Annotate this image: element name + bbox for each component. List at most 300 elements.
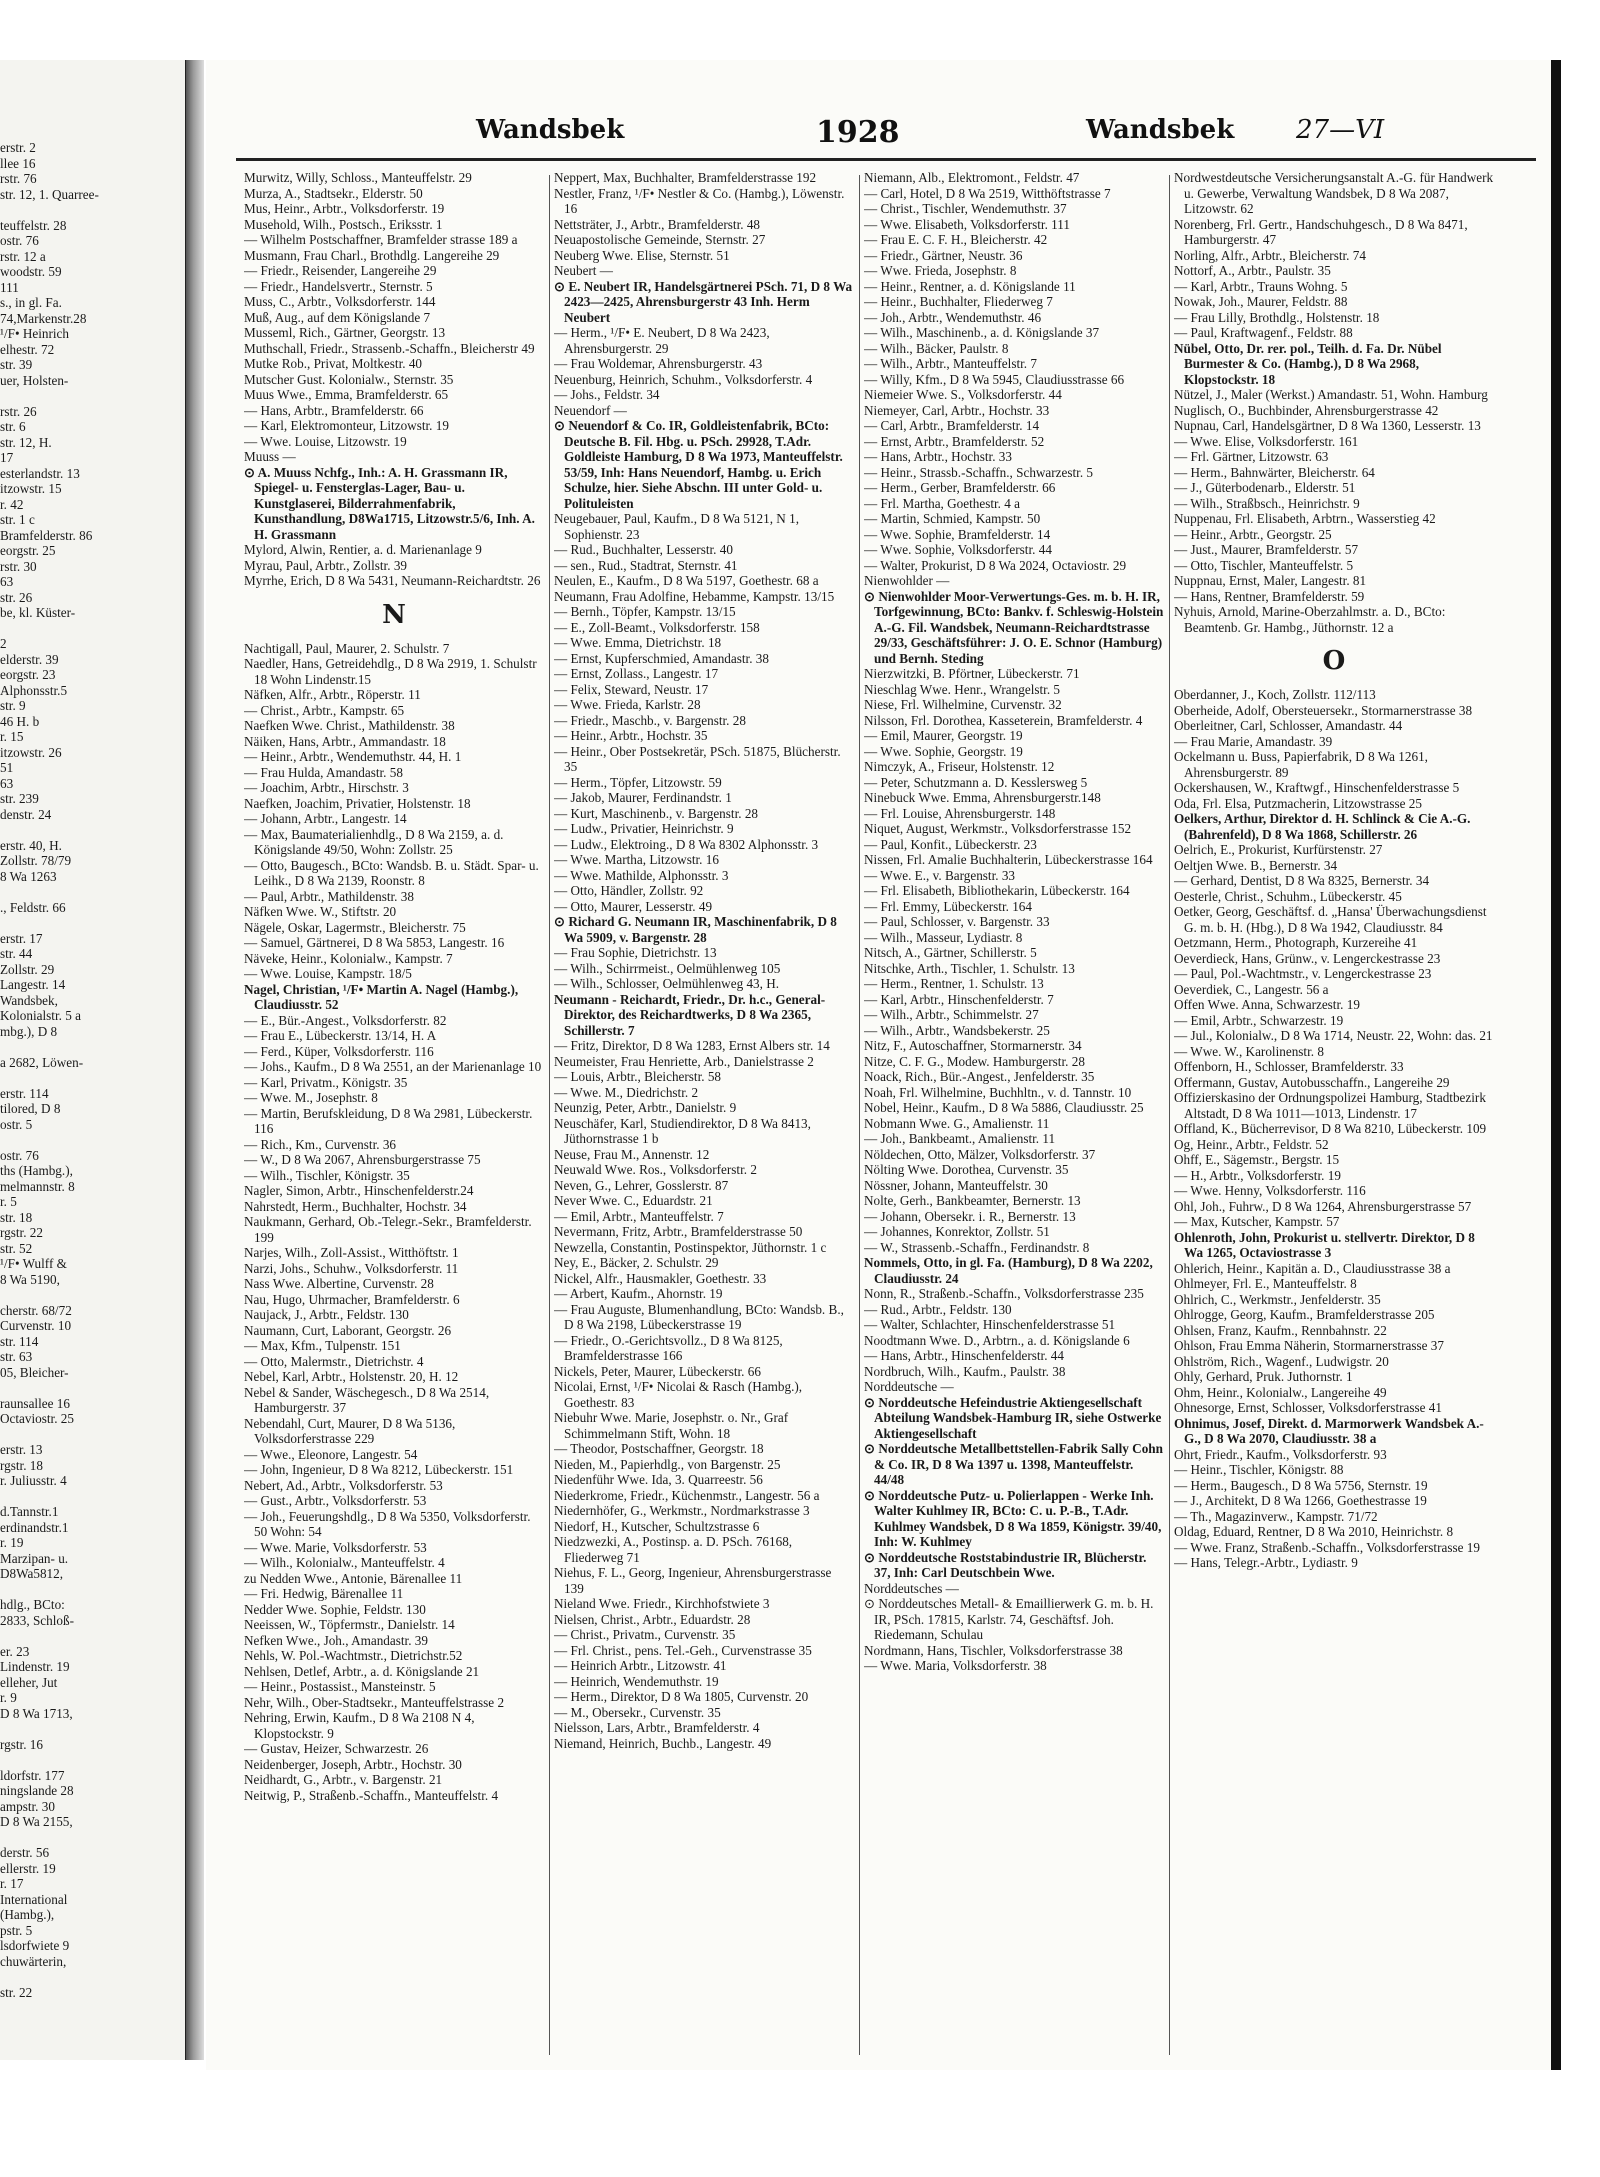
facing-page-line <box>0 1582 180 1598</box>
directory-entry: — Frau Auguste, Blumenhandlung, BCto: Wandsb. B., D 8 Wa 2198, Lübeckerstrasse 19 <box>554 1301 844 1332</box>
directory-entry: — sen., Rud., Stadtrat, Sternstr. 41 <box>554 557 738 573</box>
directory-entry: — E., Bür.-Angest., Volksdorferstr. 82 <box>244 1012 447 1028</box>
facing-page-line: teuffelstr. 28 <box>0 217 67 233</box>
directory-entry: Ohm, Heinr., Kolonialw., Langereihe 49 <box>1174 1384 1387 1400</box>
facing-page-line <box>0 1427 180 1443</box>
directory-entry: — Frl. Gärtner, Litzowstr. 63 <box>1174 449 1329 464</box>
directory-entry: — Carl, Arbtr., Bramfelderstr. 14 <box>864 418 1040 433</box>
directory-entry: Neuendorf — <box>554 402 627 418</box>
directory-entry: Nuppenau, Frl. Elisabeth, Arbtrn., Wasserstieg 42 <box>1174 511 1436 526</box>
directory-entry: — Heinr., Strassb.-Schaffn., Schwarzestr. 5 <box>864 464 1094 480</box>
facing-page-line: denstr. 24 <box>0 806 52 822</box>
facing-page-line: Kolonialstr. 5 a <box>0 1008 81 1023</box>
directory-entry: — Fri. Hedwig, Bärenallee 11 <box>244 1586 404 1601</box>
directory-entry: — Wwe. Sophie, Bramfelderstr. 14 <box>864 526 1051 542</box>
directory-entry: Oetzmann, Herm., Photograph, Kurzereihe 41 <box>1174 935 1418 950</box>
directory-entry: Ockelmann u. Buss, Papierfabrik, D 8 Wa 1261, Ahrensburgerstr. 89 <box>1174 749 1428 780</box>
facing-page-line: erstr. 114 <box>0 1085 49 1101</box>
directory-entry: Nobmann Wwe. G., Amalienstr. 11 <box>864 1115 1050 1131</box>
directory-entry: Nilsson, Frl. Dorothea, Kasseterein, Bramfelderstr. 4 <box>864 712 1143 728</box>
directory-entry: ⊙ Neuendorf & Co. IR, Goldleistenfabrik, BCto: Deutsche B. Fil. Hbg. u. PSch. 29928, T.Adr. Goldleiste Hamburg, D 8 Wa 1973, Manteuffelstr. 53/59, Inh: Hans Neuendorf, Hambg. u. Erich Schulze, hier. Siehe Abschn. III unter Gold- u. Polituleisten <box>554 418 843 511</box>
directory-entry: — Wwe. Marie, Volksdorferstr. 53 <box>244 1539 427 1555</box>
facing-page-line: Curvenstr. 10 <box>0 1318 72 1333</box>
directory-entry: Nommels, Otto, in gl. Fa. (Hamburg), D 8 Wa 2202, Claudiusstr. 24 <box>864 1255 1153 1286</box>
directory-entry: — Wilh., Arbtr., Schimmelstr. 27 <box>864 1007 1039 1022</box>
directory-entry: Muuss — <box>244 449 296 464</box>
directory-entry: — Willy, Kfm., D 8 Wa 5945, Claudiusstrasse 66 <box>864 371 1125 387</box>
directory-entry: Nottorf, A., Arbtr., Paulstr. 35 <box>1174 263 1331 278</box>
directory-entry: — J., Architekt, D 8 Wa 1266, Goethestrasse 19 <box>1174 1493 1427 1508</box>
directory-entry: Offermann, Gustav, Autobusschaffn., Langereihe 29 <box>1174 1074 1450 1090</box>
facing-page-line: elderstr. 39 <box>0 651 59 667</box>
directory-entry: Niemeyer, Carl, Arbtr., Hochstr. 33 <box>864 402 1050 418</box>
directory-entry: Ohly, Gerhard, Pruk. Juthornstr. 1 <box>1174 1369 1353 1384</box>
directory-entry: Nordmann, Hans, Tischler, Volksdorferstrasse 38 <box>864 1642 1123 1658</box>
directory-entry: — Joachim, Arbtr., Hirschstr. 3 <box>244 780 409 795</box>
directory-entry: — Wilh., Straßbsch., Heinrichstr. 9 <box>1174 495 1360 511</box>
directory-entry: — Max, Kfm., Tulpenstr. 151 <box>244 1338 401 1353</box>
facing-page-line: ths (Hambg.), <box>0 1163 73 1178</box>
directory-entry: ⊙ Norddeutsche Putz- u. Polierlappen - Werke Inh. Walter Kuhlmey IR, BCto: C. u. P.-B., T.Adr. Kuhlmey Wandsbek, D 8 Wa 1859, Königstr. 39/40, Inh: W. Kuhlmey <box>864 1487 1162 1549</box>
facing-page-line: str. 26 <box>0 589 33 605</box>
directory-entry: — Louis, Arbtr., Bleicherstr. 58 <box>554 1069 722 1084</box>
facing-page-line: itzowstr. 15 <box>0 481 62 496</box>
facing-page-line: rgstr. 22 <box>0 1225 43 1240</box>
directory-entry: Offenborn, H., Schlosser, Bramfelderstr. 33 <box>1174 1059 1404 1074</box>
directory-entry: — Karl, Elektromonteur, Litzowstr. 19 <box>244 418 449 433</box>
directory-entry: — Heinr., Buchhalter, Fliederweg 7 <box>864 294 1053 309</box>
directory-column-3 <box>864 170 1164 2060</box>
directory-entry: — Arbert, Kaufm., Ahornstr. 19 <box>554 1286 723 1301</box>
directory-entry: Oeverdiek, C., Langestr. 56 a <box>1174 981 1329 997</box>
directory-column-2 <box>554 170 854 2060</box>
facing-page-line: rgstr. 18 <box>0 1457 43 1473</box>
directory-entry: — Martin, Schmied, Kampstr. 50 <box>864 511 1041 526</box>
directory-entry: — Th., Magazinverw., Kampstr. 71/72 <box>1174 1508 1378 1524</box>
facing-page-line: rstr. 76 <box>0 171 37 186</box>
directory-entry: Murwitz, Willy, Schloss., Manteuffelstr. 29 <box>244 170 472 185</box>
facing-page-line: Marzipan- u. <box>0 1550 69 1566</box>
directory-entry: Ney, E., Bäcker, 2. Schulstr. 29 <box>554 1255 719 1270</box>
facing-page-line: ampstr. 30 <box>0 1798 55 1814</box>
facing-page-line: uer, Holsten- <box>0 372 69 388</box>
directory-entry: — Heinr., Postassist., Mansteinstr. 5 <box>244 1679 436 1694</box>
directory-entry: Nölting Wwe. Dorothea, Curvenstr. 35 <box>864 1162 1069 1177</box>
directory-entry: Neubert — <box>554 263 613 278</box>
directory-entry: — Wwe. Elisabeth, Volksdorferstr. 111 <box>864 216 1070 232</box>
directory-entry: Oda, Frl. Elsa, Putzmacherin, Litzowstrasse 25 <box>1174 795 1422 811</box>
directory-entry: — Frl. Louise, Ahrensburgerstr. 148 <box>864 805 1056 821</box>
facing-page-line <box>0 884 180 900</box>
directory-entry: Oelrich, E., Prokurist, Kurfürstenstr. 27 <box>1174 842 1383 857</box>
header-city-right: Wandsbek <box>1086 115 1235 145</box>
directory-entry: — John, Ingenieur, D 8 Wa 8212, Lübeckerstr. 151 <box>244 1462 514 1477</box>
directory-entry: — Friedr., Handelsvertr., Sternstr. 5 <box>244 278 433 294</box>
directory-entry: Nebel, Karl, Arbtr., Holstenstr. 20, H. 12 <box>244 1369 459 1384</box>
directory-entry: Oeverdieck, Hans, Grünw., v. Lengerckestrasse 23 <box>1174 950 1441 966</box>
directory-entry: — Theodor, Postschaffner, Georgstr. 18 <box>554 1441 764 1456</box>
facing-page-line: Zollstr. 78/79 <box>0 853 72 868</box>
directory-entry: — Frl. Martha, Goethestr. 4 a <box>864 495 1021 511</box>
facing-page-line: erstr. 2 <box>0 140 36 155</box>
directory-entry: Norenberg, Frl. Gertr., Handschuhgesch., D 8 Wa 8471, Hamburgerstr. 47 <box>1174 216 1468 247</box>
facing-page-line: str. 114 <box>0 1333 39 1349</box>
directory-entry: Neumann, Frau Adolfine, Hebamme, Kampstr. 13/15 <box>554 588 835 604</box>
book-gutter <box>186 60 204 2060</box>
directory-entry: — Samuel, Gärtnerei, D 8 Wa 5853, Langestr. 16 <box>244 935 505 950</box>
directory-entry: Nevermann, Fritz, Arbtr., Bramfelderstrasse 50 <box>554 1224 803 1239</box>
directory-entry: — Karl, Privatm., Königstr. 35 <box>244 1074 408 1090</box>
directory-column-1 <box>244 170 544 2060</box>
facing-page-line: International <box>0 1891 68 1907</box>
directory-entry: Mutscher Gust. Kolonialw., Sternstr. 35 <box>244 371 454 387</box>
directory-entry: — Paul, Schlosser, v. Bargenstr. 33 <box>864 914 1050 929</box>
facing-page-line <box>0 1039 180 1055</box>
directory-entry: — Frau Marie, Amandastr. 39 <box>1174 733 1333 749</box>
directory-entry: — Max, Kutscher, Kampstr. 57 <box>1174 1214 1340 1229</box>
directory-entry: — Heinrich Arbtr., Litzowstr. 41 <box>554 1658 727 1673</box>
directory-entry: Ohff, E., Sägemstr., Bergstr. 15 <box>1174 1152 1340 1167</box>
directory-entry: Naujack, J., Arbtr., Feldstr. 130 <box>244 1307 409 1322</box>
facing-page-line: 2833, Schloß- <box>0 1612 74 1628</box>
directory-entry: — Wwe. M., Josephstr. 8 <box>244 1090 378 1105</box>
facing-page-fragment <box>0 60 189 2060</box>
facing-page-line: 8 Wa 1263 <box>0 868 57 884</box>
directory-entry: — Wwe. Frieda, Josephstr. 8 <box>864 263 1017 278</box>
directory-entry: — Johs., Kaufm., D 8 Wa 2551, an der Marienanlage 10 <box>244 1059 542 1074</box>
directory-entry: Nolte, Gerh., Bankbeamter, Bernerstr. 13 <box>864 1193 1081 1208</box>
directory-entry: Mus, Heinr., Arbtr., Volksdorferstr. 19 <box>244 201 445 216</box>
facing-page-line: 63 <box>0 574 14 589</box>
facing-page-line: ningslande 28 <box>0 1783 74 1798</box>
section-letter: O <box>1322 646 1346 676</box>
directory-entry: Neeissen, W., Töpfermstr., Danielstr. 14 <box>244 1617 455 1632</box>
facing-page-line: str. 239 <box>0 791 39 806</box>
facing-page-line <box>0 1489 180 1505</box>
directory-entry: — H., Arbtr., Volksdorferstr. 19 <box>1174 1167 1341 1183</box>
directory-entry: — Peter, Schutzmann a. D. Kesslersweg 5 <box>864 774 1088 790</box>
facing-page-line: eorgstr. 25 <box>0 543 56 558</box>
facing-page-line: s., in gl. Fa. <box>0 295 62 310</box>
directory-entry: — Wilh., Maschinenb., a. d. Königslande 37 <box>864 325 1100 340</box>
directory-entry: Newzella, Constantin, Postinspektor, Jüthornstr. 1 c <box>554 1239 827 1255</box>
directory-entry: — Wilh., Schirrmeist., Oelmühlenweg 105 <box>554 960 781 976</box>
directory-entry: Nieland Wwe. Friedr., Kirchhofstwiete 3 <box>554 1596 770 1611</box>
directory-entry: — Heinr., Arbtr., Hochstr. 35 <box>554 728 708 743</box>
facing-page-line: ellerstr. 19 <box>0 1860 56 1876</box>
directory-entry: Naefken Wwe. Christ., Mathildenstr. 38 <box>244 718 455 733</box>
directory-entry: Nienwohlder — <box>864 573 950 588</box>
directory-entry: Ohlsen, Franz, Kaufm., Rennbahnstr. 22 <box>1174 1322 1387 1338</box>
directory-entry: Nagler, Simon, Arbtr., Hinschenfelderstr.24 <box>244 1183 474 1198</box>
directory-entry: Ohlrogge, Georg, Kaufm., Bramfelderstrasse 205 <box>1174 1307 1435 1322</box>
facing-page-line: D 8 Wa 2155, <box>0 1814 73 1829</box>
directory-entry: ⊙ A. Muuss Nchfg., Inh.: A. H. Grassmann IR, Spiegel- u. Fensterglas-Lager, Bau- u. Kunstglaserei, Bilderrahmenfabrik, Kunsthandlung, D8Wa1715, Litzowstr.5/6, Inh. A. H. Grassmann <box>244 464 535 542</box>
directory-entry: Nettsträter, J., Arbtr., Bramfelderstr. 48 <box>554 216 761 232</box>
directory-entry: — Felix, Steward, Neustr. 17 <box>554 681 709 697</box>
directory-entry: — Wwe. M., Diedrichstr. 2 <box>554 1084 699 1100</box>
facing-page-line: Bramfelderstr. 86 <box>0 527 93 543</box>
directory-entry: — Herm., ¹/F• E. Neubert, D 8 Wa 2423, Ahrensburgerstr. 29 <box>554 325 770 356</box>
facing-page-line: a 2682, Löwen- <box>0 1054 84 1070</box>
directory-entry: Nöldechen, Otto, Mälzer, Volksdorferstr. 37 <box>864 1146 1096 1162</box>
facing-page-line: elleher, Jut <box>0 1674 58 1690</box>
facing-page-line: r. Juliusstr. 4 <box>0 1473 67 1488</box>
facing-page-line <box>0 915 180 931</box>
facing-page-line: erstr. 17 <box>0 930 43 946</box>
directory-entry: — Wilh., Kolonialw., Manteuffelstr. 4 <box>244 1555 445 1570</box>
directory-entry: Nuppnau, Ernst, Maler, Langestr. 81 <box>1174 573 1367 588</box>
column-divider <box>549 175 550 2055</box>
directory-entry: — M., Obersekr., Curvenstr. 35 <box>554 1704 721 1720</box>
directory-entry: Nau, Hugo, Uhrmacher, Bramfelderstr. 6 <box>244 1291 460 1307</box>
facing-page-line: melmannstr. 8 <box>0 1178 75 1194</box>
directory-entry: — Walter, Schlachter, Hinschenfelderstrasse 51 <box>864 1317 1116 1332</box>
facing-page-line: tilored, D 8 <box>0 1101 61 1116</box>
directory-entry: Nuglisch, O., Buchbinder, Ahrensburgerstrasse 42 <box>1174 402 1439 418</box>
directory-entry: Nachtigall, Paul, Maurer, 2. Schulstr. 7 <box>244 640 450 656</box>
facing-page-line <box>0 388 180 404</box>
directory-entry: — Frl. Emmy, Lübeckerstr. 164 <box>864 898 1032 914</box>
directory-entry: Myrrhe, Erich, D 8 Wa 5431, Neumann-Reichardtstr. 26 <box>244 573 541 588</box>
directory-entry: Nehring, Erwin, Kaufm., D 8 Wa 2108 N 4, Klopstockstr. 9 <box>244 1710 475 1741</box>
directory-entry: Nyhuis, Arnold, Marine-Oberzahlmstr. a. D., BCto: Beamtenb. Gr. Hambg., Jüthornstr. 12 a <box>1174 604 1446 635</box>
directory-entry: — Hans, Arbtr., Hochstr. 33 <box>864 449 1012 464</box>
directory-entry: Nielsson, Lars, Arbtr., Bramfelderstr. 4 <box>554 1720 760 1735</box>
facing-page-line <box>0 1132 180 1148</box>
directory-entry: — Rich., Km., Curvenstr. 36 <box>244 1136 397 1152</box>
directory-entry: Ockershausen, W., Kraftwgf., Hinschenfelderstrasse 5 <box>1174 780 1460 795</box>
directory-entry: — Wwe. Mathilde, Alphonsstr. 3 <box>554 867 729 883</box>
facing-page-line: pstr. 5 <box>0 1922 33 1938</box>
facing-page-line <box>0 1752 180 1768</box>
facing-page-line: be, kl. Küster- <box>0 605 76 620</box>
directory-entry: — Wwe. Emma, Dietrichstr. 18 <box>554 635 722 650</box>
directory-entry: — Heinr., Arbtr., Georgstr. 25 <box>1174 526 1332 542</box>
facing-page-line: 2 <box>0 636 7 651</box>
directory-entry: — Emil, Arbtr., Schwarzestr. 19 <box>1174 1012 1344 1028</box>
facing-page-line: esterlandstr. 13 <box>0 465 80 481</box>
directory-entry: Oldag, Eduard, Rentner, D 8 Wa 2010, Heinrichstr. 8 <box>1174 1524 1454 1539</box>
directory-entry: Nickels, Peter, Maurer, Lübeckerstr. 66 <box>554 1363 761 1379</box>
directory-entry: Nicolai, Ernst, ¹/F• Nicolai & Rasch (Hambg.), Goethestr. 83 <box>554 1379 803 1410</box>
directory-entry: — Wilh., Bäcker, Paulstr. 8 <box>864 340 1009 356</box>
directory-entry: Niemeier Wwe. S., Volksdorferstr. 44 <box>864 387 1062 402</box>
directory-entry: Ohrt, Friedr., Kaufm., Volksdorferstr. 93 <box>1174 1446 1387 1462</box>
directory-entry: Offizierskasino der Ordnungspolizei Hamburg, Stadtbezirk Altstadt, D 8 Wa 1011—1013, Lindenstr. 17 <box>1174 1090 1486 1121</box>
facing-page-line: str. 6 <box>0 419 26 434</box>
facing-page-line: elhestr. 72 <box>0 341 55 357</box>
directory-entry: Naefken, Joachim, Privatier, Holstenstr. 18 <box>244 795 471 811</box>
directory-entry: — Herm., Direktor, D 8 Wa 1805, Curvenstr. 20 <box>554 1689 809 1704</box>
facing-page-line: 05, Bleicher- <box>0 1364 69 1380</box>
directory-entry: — Hans, Rentner, Bramfelderstr. 59 <box>1174 588 1365 604</box>
directory-entry: Neven, G., Lehrer, Gosslerstr. 87 <box>554 1177 729 1193</box>
directory-entry: — W., Strassenb.-Schaffn., Ferdinandstr. 8 <box>864 1239 1090 1255</box>
directory-entry: — W., D 8 Wa 2067, Ahrensburgerstrasse 75 <box>244 1152 481 1167</box>
directory-entry: — Hans, Telegr.-Arbtr., Lydiastr. 9 <box>1174 1555 1358 1570</box>
header-city-left: Wandsbek <box>476 115 625 145</box>
facing-page-line: 63 <box>0 775 14 791</box>
directory-entry: — Wwe. Franz, Straßenb.-Schaffn., Volksdorferstrasse 19 <box>1174 1539 1480 1555</box>
facing-page-line: D 8 Wa 1713, <box>0 1705 73 1721</box>
facing-page-line: cherstr. 68/72 <box>0 1302 72 1318</box>
facing-page-line: er. 23 <box>0 1643 30 1659</box>
directory-entry: — Wwe. Frieda, Karlstr. 28 <box>554 697 701 712</box>
directory-entry: Murza, A., Stadtsekr., Elderstr. 50 <box>244 185 423 201</box>
directory-entry: ⊙ Richard G. Neumann IR, Maschinenfabrik, D 8 Wa 5909, v. Bargenstr. 28 <box>554 914 837 945</box>
directory-entry: Niquet, August, Werkmstr., Volksdorferstrasse 152 <box>864 821 1132 836</box>
directory-entry: Ohnimus, Josef, Direkt. d. Marmorwerk Wandsbek A.-G., D 8 Wa 2070, Claudiusstr. 38 a <box>1174 1415 1484 1446</box>
directory-entry: Musseml, Rich., Gärtner, Georgstr. 13 <box>244 325 446 340</box>
facing-page-line: derstr. 56 <box>0 1845 50 1860</box>
directory-entry: — Frau Woldemar, Ahrensburgerstr. 43 <box>554 356 763 371</box>
facing-page-line: (Hambg.), <box>0 1907 55 1922</box>
directory-page <box>206 60 1561 2070</box>
directory-entry: — Herm., Baugesch., D 8 Wa 5756, Sternstr. 19 <box>1174 1477 1428 1493</box>
directory-entry: Nehlsen, Detlef, Arbtr., a. d. Königslande 21 <box>244 1663 480 1679</box>
directory-entry: Ohlrich, C., Werkmstr., Jenfelderstr. 35 <box>1174 1291 1381 1307</box>
directory-entry: — Johann, Arbtr., Langestr. 14 <box>244 811 407 826</box>
facing-page-line: r. 15 <box>0 729 24 744</box>
facing-page-line: r. 17 <box>0 1876 24 1891</box>
directory-entry: — Frau E., Lübeckerstr. 13/14, H. A <box>244 1028 437 1043</box>
directory-entry: Noack, Rich., Bür.-Angest., Jenfelderstr. 35 <box>864 1069 1095 1084</box>
directory-entry: Oelkers, Arthur, Direktor d. H. Schlinck & Cie A.-G. (Bahrenfeld), D 8 Wa 1868, Schillerstr. 26 <box>1174 811 1471 842</box>
directory-entry: Nitschke, Arth., Tischler, 1. Schulstr. 13 <box>864 960 1075 976</box>
directory-entry: — Otto, Maurer, Lesserstr. 49 <box>554 898 713 914</box>
directory-entry: — Christ., Tischler, Wendemuthstr. 37 <box>864 201 1067 216</box>
directory-entry: — Bernh., Töpfer, Kampstr. 13/15 <box>554 604 736 619</box>
directory-entry: Neppert, Max, Buchhalter, Bramfelderstrasse 192 <box>554 170 817 185</box>
facing-page-line: rstr. 26 <box>0 403 37 419</box>
facing-page-line: ostr. 76 <box>0 233 39 248</box>
facing-page-line <box>0 822 180 838</box>
directory-entry: — Wwe. Maria, Volksdorferstr. 38 <box>864 1658 1047 1673</box>
directory-entry: — Wwe. E., v. Bargenstr. 33 <box>864 867 1016 883</box>
directory-entry: Näveke, Heinr., Kolonialw., Kampstr. 7 <box>244 950 453 966</box>
facing-page-line <box>0 202 180 218</box>
directory-entry: — Emil, Maurer, Georgstr. 19 <box>864 728 1023 743</box>
directory-entry: — Rud., Buchhalter, Lesserstr. 40 <box>554 542 733 557</box>
directory-entry: Nupnau, Carl, Handelsgärtner, D 8 Wa 1360, Lesserstr. 13 <box>1174 418 1481 433</box>
facing-page-line: ldorfstr. 177 <box>0 1767 65 1783</box>
directory-entry: — Wwe. Martha, Litzowstr. 16 <box>554 852 719 867</box>
facing-page-line <box>0 1969 180 1985</box>
directory-entry: Oetker, Georg, Geschäftsf. d. „Hansa' Überwachungsdienst G. m. b. H. (Hbg.), D 8 Wa 1942, Claudiusstr. 84 <box>1174 904 1487 935</box>
directory-entry: Offen Wwe. Anna, Schwarzestr. 19 <box>1174 997 1360 1012</box>
directory-entry: Nieden, M., Papierhdlg., von Bargenstr. 25 <box>554 1456 781 1472</box>
facing-page-line: erstr. 40, H. <box>0 837 62 853</box>
directory-entry: — E., Zoll-Beamt., Volksdorferstr. 158 <box>554 619 760 635</box>
directory-entry: Ohlerich, Heinr., Kapitän a. D., Claudiusstrasse 38 a <box>1174 1260 1451 1276</box>
directory-entry: Nonn, R., Straßenb.-Schaffn., Volksdorferstrasse 235 <box>864 1286 1144 1301</box>
directory-entry: Nass Wwe. Albertine, Curvenstr. 28 <box>244 1276 434 1291</box>
directory-entry: — Friedr., Maschb., v. Bargenstr. 28 <box>554 712 746 728</box>
directory-entry: — Frl. Christ., pens. Tel.-Geh., Curvenstrasse 35 <box>554 1642 812 1658</box>
directory-entry: — Wilh., Tischler, Königstr. 35 <box>244 1167 410 1183</box>
directory-entry: — Wilh., Masseur, Lydiastr. 8 <box>864 929 1023 945</box>
facing-page-line: str. 1 c <box>0 512 35 527</box>
directory-entry: — Ludw., Elektroing., D 8 Wa 8302 Alphonsstr. 3 <box>554 836 819 852</box>
directory-entry: — Wwe. W., Karolinenstr. 8 <box>1174 1043 1324 1059</box>
directory-entry: Oesterle, Christ., Schuhm., Lübeckerstr. 45 <box>1174 888 1402 904</box>
facing-page-line: 111 <box>0 279 19 295</box>
directory-entry: — Christ., Arbtr., Kampstr. 65 <box>244 702 405 718</box>
directory-entry: Narjes, Wilh., Zoll-Assist., Witthöftstr. 1 <box>244 1245 459 1260</box>
directory-entry: Neuse, Frau M., Annenstr. 12 <box>554 1146 710 1162</box>
directory-entry: — Herm., Bahnwärter, Bleicherstr. 64 <box>1174 464 1375 480</box>
directory-entry: — Herm., Gerber, Bramfelderstr. 66 <box>864 480 1056 495</box>
directory-entry: — Just., Maurer, Bramfelderstr. 57 <box>1174 542 1359 557</box>
facing-page-line <box>0 1830 180 1846</box>
directory-entry: — Otto, Baugesch., BCto: Wandsb. B. u. Städt. Spar- u. Leihk., D 8 Wa 2139, Roonstr. 8 <box>244 857 539 888</box>
directory-entry: — Otto, Malermstr., Dietrichstr. 4 <box>244 1353 424 1369</box>
facing-page-line: r. 19 <box>0 1535 24 1550</box>
directory-entry: Ohlmeyer, Frl. E., Manteuffelstr. 8 <box>1174 1276 1357 1291</box>
facing-page-line: chuwärterin, <box>0 1953 67 1969</box>
directory-entry: Nordwestdeutsche Versicherungsanstalt A.-G. für Handwerk u. Gewerbe, Verwaltung Wandsbek, D 8 Wa 2087, Litzowstr. 62 <box>1174 170 1494 216</box>
facing-page-line <box>0 1070 180 1086</box>
facing-page-line: 74,Markenstr.28 <box>0 310 87 326</box>
directory-entry: — Wwe. Sophie, Georgstr. 19 <box>864 743 1023 759</box>
directory-entry: Ohlenroth, John, Prokurist u. stellvertr. Direktor, D 8 Wa 1265, Octaviostrasse 3 <box>1174 1229 1475 1260</box>
directory-entry: — Frau E. C. F. H., Bleicherstr. 42 <box>864 232 1048 247</box>
facing-page-line: Langestr. 14 <box>0 977 66 992</box>
directory-entry: — Frl. Elisabeth, Bibliothekarin, Lübeckerstr. 164 <box>864 883 1130 898</box>
directory-entry: — Otto, Tischler, Manteuffelstr. 5 <box>1174 557 1354 573</box>
directory-entry: Muß, Aug., auf dem Königslande 7 <box>244 309 431 325</box>
directory-entry: — Wwe. Louise, Litzowstr. 19 <box>244 433 407 449</box>
directory-entry: Niebuhr Wwe. Marie, Josephstr. o. Nr., Graf Schimmelmann Stift, Wohn. 18 <box>554 1410 789 1441</box>
directory-entry: — Herm., Töpfer, Litzowstr. 59 <box>554 774 722 790</box>
facing-page-line: str. 39 <box>0 357 33 372</box>
facing-page-line <box>0 1287 180 1303</box>
header-page-number: 27—VI <box>1296 115 1385 145</box>
directory-entry: — Otto, Händler, Zollstr. 92 <box>554 883 704 898</box>
directory-entry: zu Nedden Wwe., Antonie, Bärenallee 11 <box>244 1570 463 1586</box>
directory-entry: — Joh., Feuerungshdlg., D 8 Wa 5350, Volksdorferstr. 50 Wohn: 54 <box>244 1508 531 1539</box>
directory-entry: Mutke Rob., Privat, Moltkestr. 40 <box>244 356 423 371</box>
facing-page-line: str. 63 <box>0 1349 33 1364</box>
directory-entry: — Heinrich, Wendemuthstr. 19 <box>554 1673 719 1689</box>
directory-entry: Naukmann, Gerhard, Ob.-Telegr.-Sekr., Bramfelderstr. 199 <box>244 1214 532 1245</box>
directory-entry: Og, Heinr., Arbtr., Feldstr. 52 <box>1174 1136 1329 1152</box>
directory-entry: — Emil, Arbtr., Manteuffelstr. 7 <box>554 1208 724 1224</box>
facing-page-line: ¹/F• Heinrich <box>0 326 70 341</box>
directory-entry: — Friedr., Reisender, Langereihe 29 <box>244 263 437 278</box>
facing-page-line: ., Feldstr. 66 <box>0 899 66 915</box>
directory-entry: Musmann, Frau Charl., Brothdlg. Langereihe 29 <box>244 247 500 263</box>
directory-entry: Oberheide, Adolf, Obersteuersekr., Stormarnerstrasse 38 <box>1174 702 1473 718</box>
directory-entry: Nebert, Ad., Arbtr., Volksdorferstr. 53 <box>244 1477 443 1493</box>
directory-entry: Offland, K., Bücherrevisor, D 8 Wa 8210, Lübeckerstr. 109 <box>1174 1121 1487 1136</box>
directory-entry: Neuwald Wwe. Ros., Volksdorferstr. 2 <box>554 1162 757 1177</box>
directory-entry: Nestler, Franz, ¹/F• Nestler & Co. (Hambg.), Löwenstr. 16 <box>554 185 845 216</box>
directory-entry: — Gerhard, Dentist, D 8 Wa 8325, Bernerstr. 34 <box>1174 873 1430 888</box>
facing-page-line: 17 <box>0 450 14 465</box>
facing-page-line: Lindenstr. 19 <box>0 1659 70 1674</box>
directory-entry: — Max, Baumaterialienhdlg., D 8 Wa 2159, a. d. Königslande 49/50, Wohn: Zollstr. 25 <box>244 826 504 857</box>
directory-entry: Neumeister, Frau Henriette, Arb., Danielstrasse 2 <box>554 1053 814 1069</box>
directory-entry: — Hans, Arbtr., Bramfelderstr. 66 <box>244 402 424 418</box>
directory-entry: Nahrstedt, Herm., Buchhalter, Hochstr. 34 <box>244 1198 467 1214</box>
directory-entry: Neuberg Wwe. Elise, Sternstr. 51 <box>554 247 730 263</box>
facing-page-line: r. 42 <box>0 496 24 512</box>
facing-page-line <box>0 1628 180 1644</box>
directory-entry: Narzi, Johs., Schuhw., Volksdorferstr. 11 <box>244 1260 459 1276</box>
directory-entry: Nierzwitzki, B. Pförtner, Lübeckerstr. 71 <box>864 666 1080 681</box>
